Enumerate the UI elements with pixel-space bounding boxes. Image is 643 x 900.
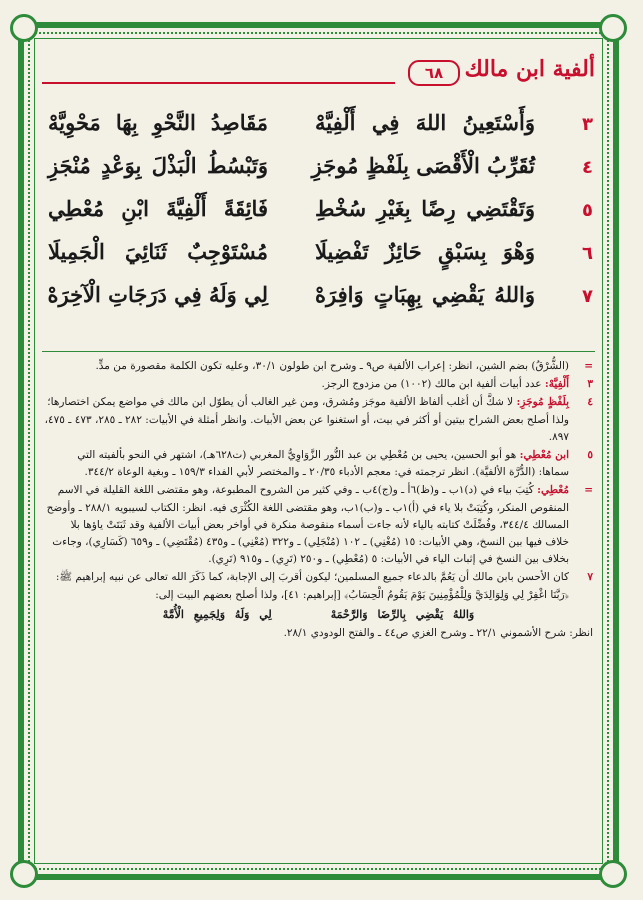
verse-number: ٤ [582, 157, 593, 178]
footnote-text: عدد أبيات ألفية ابن مالك (١٠٠٢) من مزدوج الرجز. [321, 378, 542, 391]
footnote-keyword: مُعْطِي: [537, 484, 569, 497]
footnote-keyword: بِلَفْظٍ مُوجَزِ: [516, 396, 569, 409]
corrected-verse [44, 606, 593, 623]
footnote-text: كان الأحسن بابن مالك أن يَعُمَّ بالدعاء جميع المسلمين؛ ليكون أقربَ إلى الإجابة، كما ذَكَرَ الله تعالى عن نبيه إبراهيم ﷺ: ﴿رَبَّنَا اغْفِرْ لِي وَلِوَالِدَيَّ وَلِلْمُؤْمِنِينَ يَوْمَ يَقُومُ الْحِسَابُ﴾ [إبراهيم: ٤١]، ولذا أصلح بعضهم البيت إلى: [55, 571, 569, 601]
footnote [44, 447, 593, 481]
poem-second-hemistich: لِي وَلَهُ وَلِجَمِيعِ الْأُمَّهْ [162, 607, 272, 621]
footnote-number: ٣ [587, 378, 593, 391]
verse-number: ٧ [582, 286, 593, 307]
verse [42, 278, 595, 321]
verse-second-hemistich: وَتَبْسُطُ الْبَذْلَ بِوَعْدٍ مُنْجَزِ [48, 153, 268, 178]
section-divider [42, 351, 595, 352]
footnote-text: (الشُّرْقُ) بضم الشين، انظر: إعراب الألفية ص٩ ـ وشرح ابن طولون ٣٠/١، وعليه تكون الكلمة مقصورة من مدٍّ. [95, 360, 569, 372]
footnote-number: ٧ [587, 571, 593, 584]
verse-first-hemistich: وَأَسْتَعِينُ اللهَ فِي أَلْفِيَّهْ [315, 110, 535, 135]
verse-second-hemistich: لِي وَلَهُ فِي دَرَجَاتِ الْآخِرَهْ [47, 282, 268, 307]
footnote-keyword: ابن مُعْطِي: [519, 449, 569, 462]
verse-first-hemistich: وَتَقْتَضِي رِضًا بِغَيْرِ سُخْطِ [315, 196, 535, 221]
footnote-keyword: أَلْفِيَّهْ: [544, 378, 569, 391]
verse-first-hemistich: تُقَرِّبُ الْأَقْصَى بِلَفْظٍ مُوجَزِ [311, 153, 535, 178]
poem-first-hemistich: وَاللهُ يَقْضِي بِالرِّضَا وَالرَّحْمَهْ [330, 607, 475, 621]
footnote-text: انظر: شرح الأشموني ٢٢/١ ـ وشرح الغزي ص٤٤ ـ والفتح الودودي ٢٨/١. [283, 627, 593, 640]
verse-number: ٦ [582, 243, 593, 264]
footnote-number: = [584, 360, 593, 372]
verses-block [42, 106, 595, 321]
page-number: ٦٨ [408, 60, 460, 86]
footnote [44, 376, 593, 393]
verse-second-hemistich: مَقَاصِدُ النَّحْوِ بِهَا مَحْوِيَّهْ [48, 110, 268, 135]
footnote-text: كُتِبَ بياء في (د)١ب ـ و(ظ)٦أ ـ و(ج)٤ب ـ وفي كثير من الشروح المطبوعة، وهو مقتضى اللغة القليلة في الاسم المنقوص المنكر، وكُتِبَتْ بلا ياء في (أ)١ب ـ و(ب)١ب، وهو مقتضى اللغة الكُثْرَى فيه. انظر: الكتاب لسيبويه ٢٨٨/١ ـ وأوضح المسالك ٣٤٤/٤، وفُضِّلَتْ كتابته بالياء لأنه جاءت أسماء منقوصة منكرة في أواخر بعض أبيات الألفية وقد ثَبَتَتْ ياؤها بلا خلاف فيها بين النسخ، وهي الأبيات: ١٥ (مُغْنِي) ـ ١٠٢ (مُنْجَلِي) ـ و٣٢٢ (مُعْنِي) ـ و٤٣٥ (مُقْتَضِي) ـ و٦٥٩ (كَسَارِي)، وجاءت بخلاف بين النسخ في إثبات الياء في الأبيات: ٥ (مُعْطِي) ـ و٢٥٠ (تَرِي) ـ و٩١٥ (تَرِي). [46, 484, 569, 566]
verse [42, 106, 595, 149]
footnote [44, 394, 593, 446]
page-content [32, 36, 605, 866]
verse [42, 192, 595, 235]
footnote [44, 569, 593, 603]
footnote-number: ٥ [587, 449, 593, 462]
header-rule [42, 82, 395, 84]
verse [42, 149, 595, 192]
page-header [42, 56, 595, 92]
verse-first-hemistich: وَهْوَ بِسَبْقٍ حَائِزٌ تَفْضِيلَا [315, 239, 535, 264]
footnote-number: = [584, 484, 593, 497]
verse-first-hemistich: وَاللهُ يَقْضِي بِهِبَاتٍ وَافِرَهْ [315, 282, 535, 307]
verse-number: ٥ [582, 200, 593, 221]
footnote-text: هو أبو الحسين، يحيى بن مُعْطِي بن عبد النُّور الزَّوَاوِيُّ المغربي (ت٦٢٨هـ)، اشتهر في النحو بألفيته التي سماها: (الدُّرَّة الألفيَّة). انظر ترجمته في: معجم الأدباء ٢٠/٣٥ ـ والمختصر لأبي الفداء ١٥٩/٣ ـ وبغية الوعاة ٣٤٤/٢. [77, 449, 569, 479]
footnote [44, 482, 593, 568]
page-title: ألفية ابن مالك [464, 56, 595, 82]
footnote [44, 358, 593, 375]
footnote-reference [44, 625, 593, 642]
verse [42, 235, 595, 278]
verse-second-hemistich: فَائِقَةً أَلْفِيَّةَ ابْنِ مُعْطِي [48, 196, 268, 221]
footnotes [44, 358, 593, 643]
verse-number: ٣ [582, 114, 593, 135]
footnote-text: لا شكَّ أن أغلب ألفاظ الألفية موجَز ومُشرق، ومن غير الغالب أن يطوّل ابن مالك في مواضع يمكن اختصارها؛ ولذا أصلح بعض الشراح بيتين أو أكثر في بيت، أو استغنوا عن بعض الأبيات. وانظر أمثلة في الأبيات: ٢٨٢ ـ ٢٨٥، ٤٧٣ ـ ٤٧٥، ٨٩٧. [44, 396, 569, 443]
verse-second-hemistich: مُسْتَوْجِبٌ ثَنَائِيَ الْجَمِيلَا [48, 239, 268, 264]
footnote-number: ٤ [587, 396, 593, 409]
